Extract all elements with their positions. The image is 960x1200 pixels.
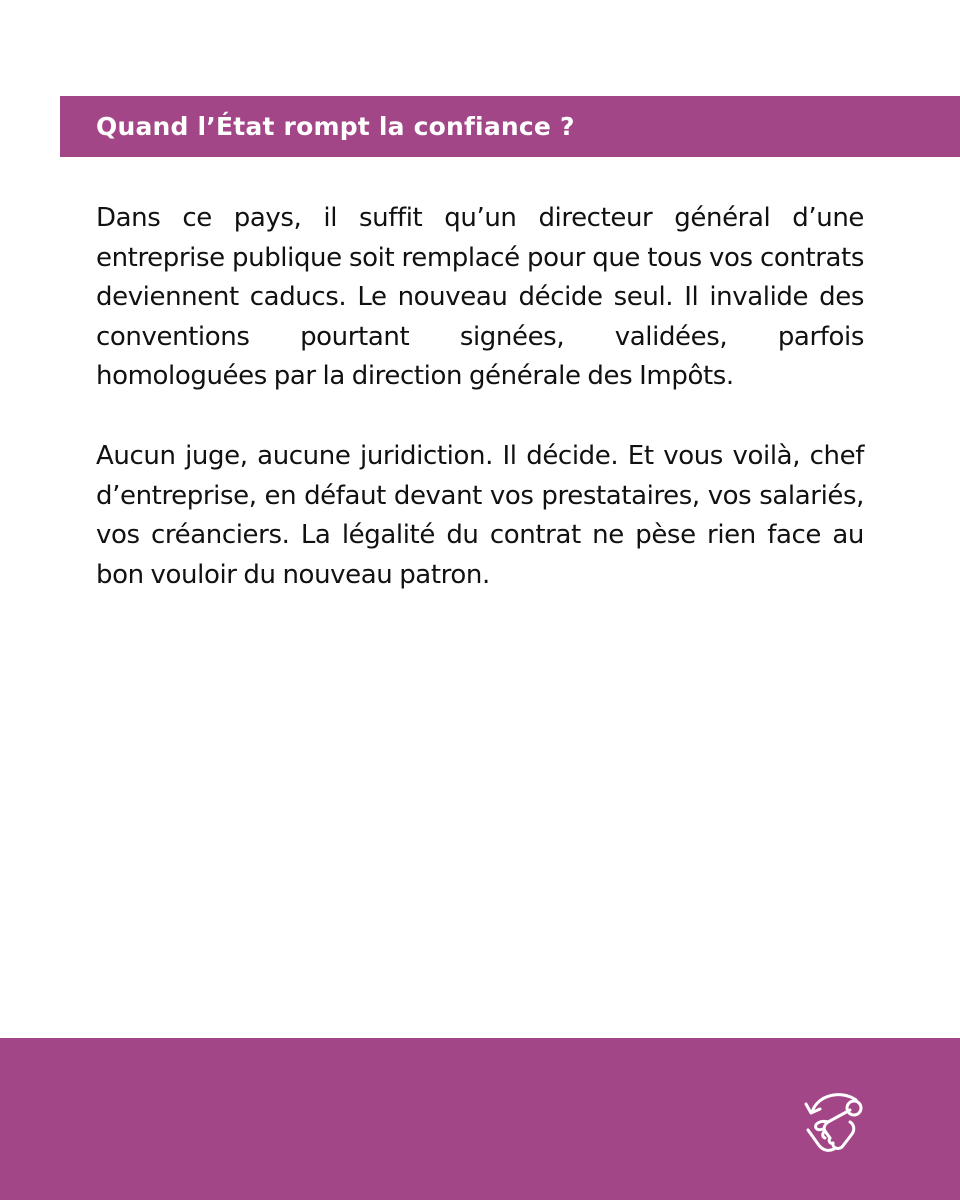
article-body xyxy=(96,199,864,635)
paragraph-1: Dans ce pays, il suffit qu’un directeur général d’une entreprise publique soit remplacé pour que tous vos contrats deviennent caducs. Le nouveau décide seul. Il invalide des conventions pourtant signées, validées, parfois homologuées par la direction générale des Impôts. xyxy=(96,203,864,392)
page-title: Quand l’État rompt la confiance ? xyxy=(96,112,575,141)
swipe-hand-icon[interactable] xyxy=(798,1086,868,1156)
paragraph-2: Aucun juge, aucune juridiction. Il décide. Et vous voilà, chef d’entreprise, en défaut devant vos prestataires, vos salariés, vos créanciers. La légalité du contrat ne pèse rien face au bon vouloir du nouveau patron. xyxy=(96,440,864,590)
title-banner xyxy=(60,96,960,157)
